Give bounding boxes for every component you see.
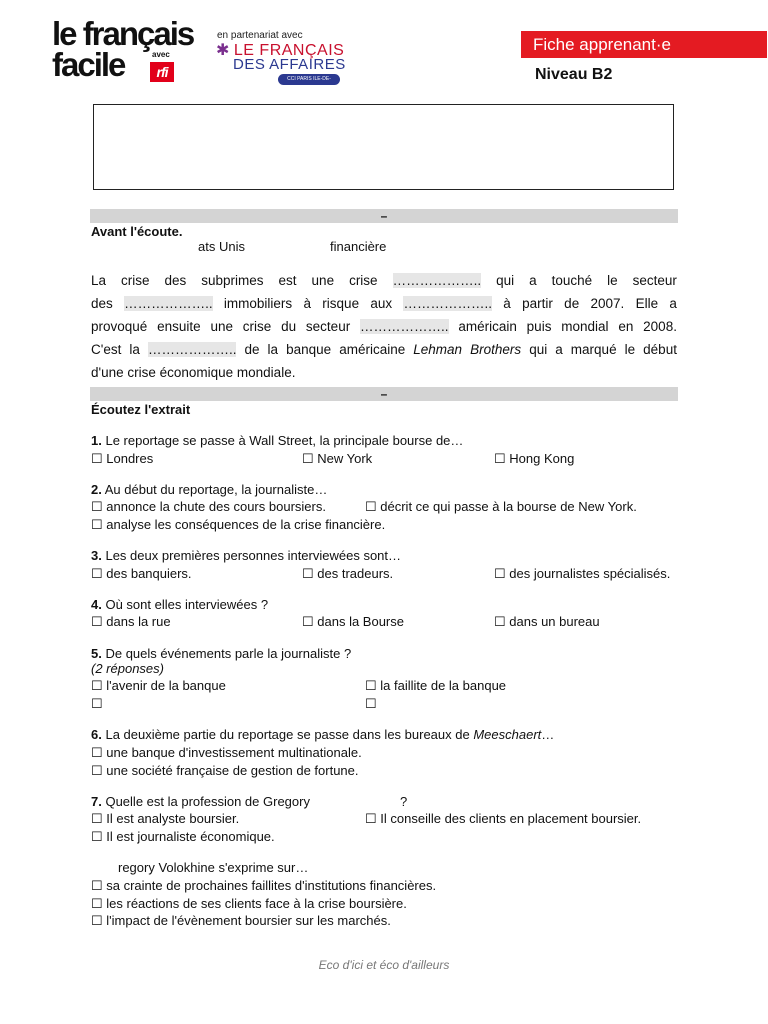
section1-heading: Avant l'écoute. <box>91 224 183 239</box>
checkbox-option[interactable]: ☐ dans la rue <box>91 614 171 629</box>
checkbox-option[interactable]: ☐ dans la Bourse <box>302 614 404 629</box>
question-4: 4. Où sont elles interviewées ? <box>91 597 269 612</box>
checkbox-option[interactable]: ☐ Il conseille des clients en placement boursier. <box>365 811 642 826</box>
section2-heading: Écoutez l'extrait <box>91 402 191 417</box>
question-7: 7. Quelle est la profession de Gregory <box>91 794 310 809</box>
paragraph-line: des ……………….. immobiliers à risque aux ……………….. à partir de 2007. Elle a <box>91 296 677 311</box>
partner-logo-line2: DES AFFAIRES <box>233 56 346 73</box>
checkbox-option[interactable]: ☐ <box>91 696 103 711</box>
partner-caption: en partenariat avec <box>217 30 303 41</box>
fill-in-paragraph <box>91 269 677 384</box>
checkbox-option[interactable]: ☐ Londres <box>91 451 154 466</box>
question-7-mark: ? <box>400 794 408 809</box>
checkbox-option[interactable]: ☐ Il est analyste boursier. <box>91 811 240 826</box>
logo-avec: avec <box>152 50 170 59</box>
checkbox-option[interactable]: ☐ Il est journaliste économique. <box>91 829 275 844</box>
question-3: 3. Les deux premières personnes interviewées sont… <box>91 548 402 563</box>
logo-le-francais-facile <box>52 15 194 84</box>
paragraph-line: La crise des subprimes est une crise ……………….. qui a touché le secteur <box>91 273 677 288</box>
checkbox-option[interactable]: ☐ l'avenir de la banque <box>91 678 226 693</box>
checkbox-option[interactable]: ☐ des tradeurs. <box>302 566 394 581</box>
blank-field[interactable]: ……………….. <box>392 273 482 288</box>
checkbox-option[interactable]: ☐ annonce la chute des cours boursiers. <box>91 499 326 514</box>
checkbox-option[interactable]: ☐ décrit ce qui passe à la bourse de New York. <box>365 499 637 514</box>
checkbox-option[interactable]: ☐ une banque d'investissement multinationale. <box>91 745 362 760</box>
question-2: 2. Au début du reportage, la journaliste… <box>91 482 328 497</box>
checkbox-option[interactable]: ☐ Hong Kong <box>494 451 575 466</box>
checkbox-option[interactable]: ☐ une société française de gestion de fortune. <box>91 763 359 778</box>
word-bank-item: financière <box>330 239 387 254</box>
question-5-note: (2 réponses) <box>91 661 164 676</box>
checkbox-option[interactable]: ☐ dans un bureau <box>494 614 600 629</box>
checkbox-option[interactable]: ☐ analyse les conséquences de la crise financière. <box>91 517 386 532</box>
blank-field[interactable]: ……………….. <box>124 296 213 311</box>
fiche-label: Fiche apprenant·e <box>521 31 767 58</box>
question-6: 6. La deuxième partie du reportage se passe dans les bureaux de Meeschaert… <box>91 727 555 742</box>
footer-text: Eco d'ici et éco d'ailleurs <box>318 958 450 972</box>
checkbox-option[interactable]: ☐ les réactions de ses clients face à la crise boursière. <box>91 896 407 911</box>
title-box <box>93 104 674 190</box>
partner-badge: CCI PARIS ILE-DE-FRANCE ÉDUCATION <box>278 74 340 85</box>
checkbox-option[interactable]: ☐ sa crainte de prochaines faillites d'institutions financières. <box>91 878 437 893</box>
question-8: regory Volokhine s'exprime sur… <box>118 860 309 875</box>
checkbox-option[interactable]: ☐ la faillite de la banque <box>365 678 507 693</box>
checkbox-option[interactable]: ☐ des banquiers. <box>91 566 192 581</box>
word-bank-item: ats Unis <box>198 239 245 254</box>
paragraph-line: d'une crise économique mondiale. <box>91 365 296 380</box>
checkbox-option[interactable]: ☐ des journalistes spécialisés. <box>494 566 671 581</box>
blank-field[interactable]: ……………….. <box>403 296 492 311</box>
level-label: Niveau B2 <box>535 66 613 83</box>
section-bar-2: – <box>90 387 678 401</box>
checkbox-option[interactable]: ☐ l'impact de l'évènement boursier sur les marchés. <box>91 913 391 928</box>
question-1: 1. Le reportage se passe à Wall Street, la principale bourse de… <box>91 433 464 448</box>
paragraph-line: C'est la ……………….. de la banque américaine Lehman Brothers qui a marqué le début <box>91 342 677 357</box>
paragraph-line: provoqué ensuite une crise du secteur ……………….. américain puis mondial en 2008. <box>91 319 677 334</box>
question-5: 5. De quels événements parle la journaliste ? <box>91 646 352 661</box>
asterisk-icon: ✱ <box>216 42 230 59</box>
partner-logo-line1: ✱ LE FRANÇAIS <box>216 42 345 59</box>
checkbox-option[interactable]: ☐ <box>365 696 377 711</box>
blank-field[interactable]: ……………….. <box>147 342 237 357</box>
logo-line2: facile <box>52 46 125 84</box>
blank-field[interactable]: ……………….. <box>360 319 449 334</box>
checkbox-option[interactable]: ☐ New York <box>302 451 373 466</box>
section-bar-1: – <box>90 209 678 223</box>
logo-line1: le français <box>52 15 194 52</box>
rfi-logo: rfi <box>150 62 174 82</box>
